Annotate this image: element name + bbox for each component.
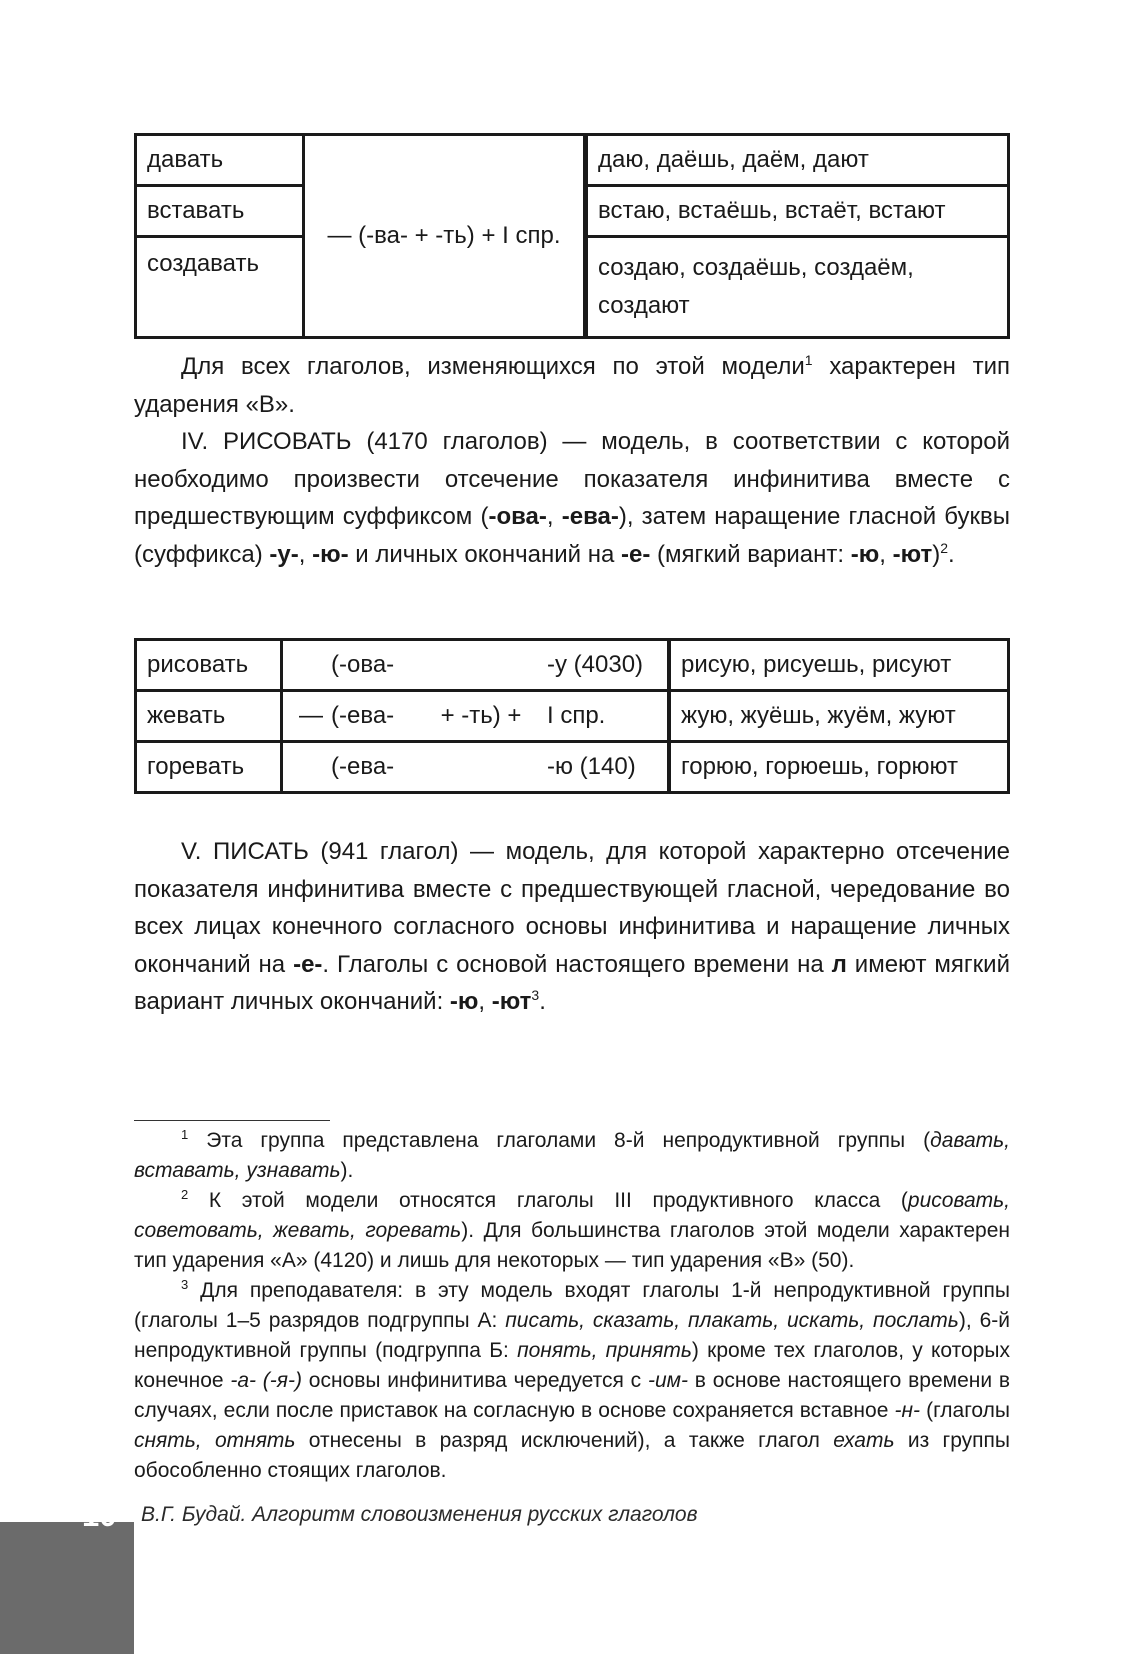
forms-cell: даю, даёшь, даём, дают (586, 135, 1009, 186)
text: . (539, 988, 546, 1015)
footnote-ref: 1 (804, 352, 813, 368)
bold-letter: л (831, 950, 847, 978)
footnotes (134, 1126, 1010, 1486)
verb-cell: давать (136, 135, 304, 186)
italic-text: писать, сказать, плакать, искать, послать (505, 1309, 959, 1332)
text: ). Для большинства глаголов этой модели характерен тип ударения «А» (4120) и лишь для некоторых — тип ударения «В» (50). (134, 1219, 1010, 1272)
verb-cell: жевать (136, 691, 282, 742)
forms-cell: встаю, встаёшь, встаёт, встают (586, 186, 1009, 237)
verb-cell: создавать (136, 237, 304, 338)
italic-text: понять, принять (517, 1339, 692, 1362)
mid-cell: + -ть) + (421, 691, 541, 742)
forms-cell: рисую, рисуешь, рисуют (669, 640, 1009, 691)
text: Для преподавателя: в эту модель входят глаголы 1-й непродуктивной группы (глаголы 1–5 разрядов подгруппы А: (134, 1279, 1010, 1332)
verb-cell: рисовать (136, 640, 282, 691)
footnote-number: 3 (181, 1277, 189, 1292)
paragraph-pisat (134, 833, 1010, 1021)
text: характерен тип ударения «В». (134, 353, 1011, 418)
bold-suffix: -ю (850, 540, 880, 568)
text: отнесены в разряд исключений), а также глагол (295, 1429, 834, 1452)
italic-text: рисовать, советовать, жевать, горевать (134, 1189, 1010, 1242)
verb-table-davat (134, 133, 1010, 339)
italic-text: -а- (-я-) (230, 1369, 302, 1392)
text: Эта группа представлена глаголами 8-й непродуктивной группы ( (188, 1129, 931, 1152)
text: (глаголы (920, 1399, 1010, 1422)
suffix-cell: (-ева- (323, 742, 421, 793)
footnote-separator (134, 1120, 330, 1121)
verb-table-risovat (134, 638, 1010, 794)
text: в основе настоящего времени в случаях, если после приставок на согласную в основе сохраняется вставное (134, 1369, 1011, 1422)
italic-text: ехать (833, 1429, 895, 1452)
dash-cell: — (282, 691, 324, 742)
footnote-ref: 2 (940, 539, 949, 556)
text: из группы обособленно стоящих глаголов. (134, 1429, 1011, 1482)
text: ). (340, 1159, 354, 1182)
text: , (478, 988, 492, 1015)
bold-suffix: -е- (620, 540, 651, 568)
text: Для всех глаголов, изменяющихся по этой модели (181, 353, 805, 380)
paragraph-stress-note (134, 348, 1010, 423)
text: ), 6-й непродуктивной группы (подгруппа Б: (134, 1309, 1010, 1362)
dash-cell (282, 742, 324, 793)
bold-suffix: -е- (293, 950, 323, 978)
suffix-cell: (-ева- (323, 691, 421, 742)
italic-text: снять, отнять (134, 1429, 296, 1452)
footnote-3 (134, 1276, 1010, 1486)
footer-bar (0, 1522, 134, 1654)
bold-suffix: -ю (449, 988, 479, 1015)
footnote-ref: 3 (531, 987, 540, 1003)
text: , (879, 540, 893, 568)
bold-suffix: -ова- (488, 503, 547, 530)
text: имеют мягкий вариант личных окончаний: (134, 950, 1010, 1015)
text: ), затем наращение гласной буквы (суффикса) (134, 503, 1010, 568)
text: IV. РИСОВАТЬ (4170 глаголов) — модель, в соответствии с которой необходимо произвести отсечение показателя инфинитива вместе с предшествующим суффиксом ( (134, 428, 1010, 530)
footnote-number: 1 (181, 1127, 189, 1142)
bold-suffix: -ют (892, 540, 933, 568)
text: основы инфинитива чередуется с (302, 1369, 648, 1392)
text: К этой модели относятся глаголы III продуктивного класса ( (188, 1189, 908, 1212)
running-title: В.Г. Будай. Алгоритм словоизменения русских глаголов (141, 1503, 698, 1526)
result-cell: -у (4030) (541, 640, 669, 691)
text: , (546, 503, 562, 530)
text: , (298, 540, 313, 568)
result-cell: I спр. (541, 691, 669, 742)
text: (мягкий вариант: (650, 540, 851, 568)
footnote-1 (134, 1126, 1010, 1186)
paragraph-risovat (134, 423, 1010, 573)
footnote-number: 2 (181, 1187, 189, 1202)
italic-text: -им- (647, 1369, 689, 1392)
page-number: 10 (82, 1498, 117, 1533)
suffix-cell: (-ова- (323, 640, 421, 691)
bold-suffix: -ют (491, 988, 532, 1015)
text: V. ПИСАТЬ (941 глагол) — модель, для которой характерно отсечение показателя инфинитива вместе с предшествующей гласной, чередование во всех лицах конечного согласного основы инфинитива и наращение личных окончаний на (134, 838, 1010, 978)
footnote-2 (134, 1186, 1010, 1276)
italic-text: давать, вставать, узнавать (134, 1129, 1010, 1182)
verb-cell: горевать (136, 742, 282, 793)
bold-suffix: -ю- (312, 540, 349, 568)
text: и личных окончаний на (348, 540, 621, 568)
model-cell: — (-ва- + -ть) + I спр. (304, 135, 586, 338)
result-cell: -ю (140) (541, 742, 669, 793)
italic-text: -н- (894, 1399, 921, 1422)
dash-cell (282, 640, 324, 691)
forms-cell: жую, жуёшь, жуём, жуют (669, 691, 1009, 742)
text: . (948, 540, 955, 568)
mid-cell (421, 742, 541, 793)
text: . Глаголы с основой настоящего времени на (322, 950, 832, 978)
verb-cell: вставать (136, 186, 304, 237)
bold-suffix: -у- (269, 540, 299, 568)
mid-cell (421, 640, 541, 691)
forms-cell: горюю, горюешь, горюют (669, 742, 1009, 793)
forms-cell: создаю, создаёшь, создаём, создают (586, 237, 1009, 338)
text: ) (932, 540, 941, 568)
bold-suffix: -ева- (561, 503, 619, 530)
text: ) кроме тех глаголов, у которых конечное (134, 1339, 1010, 1392)
